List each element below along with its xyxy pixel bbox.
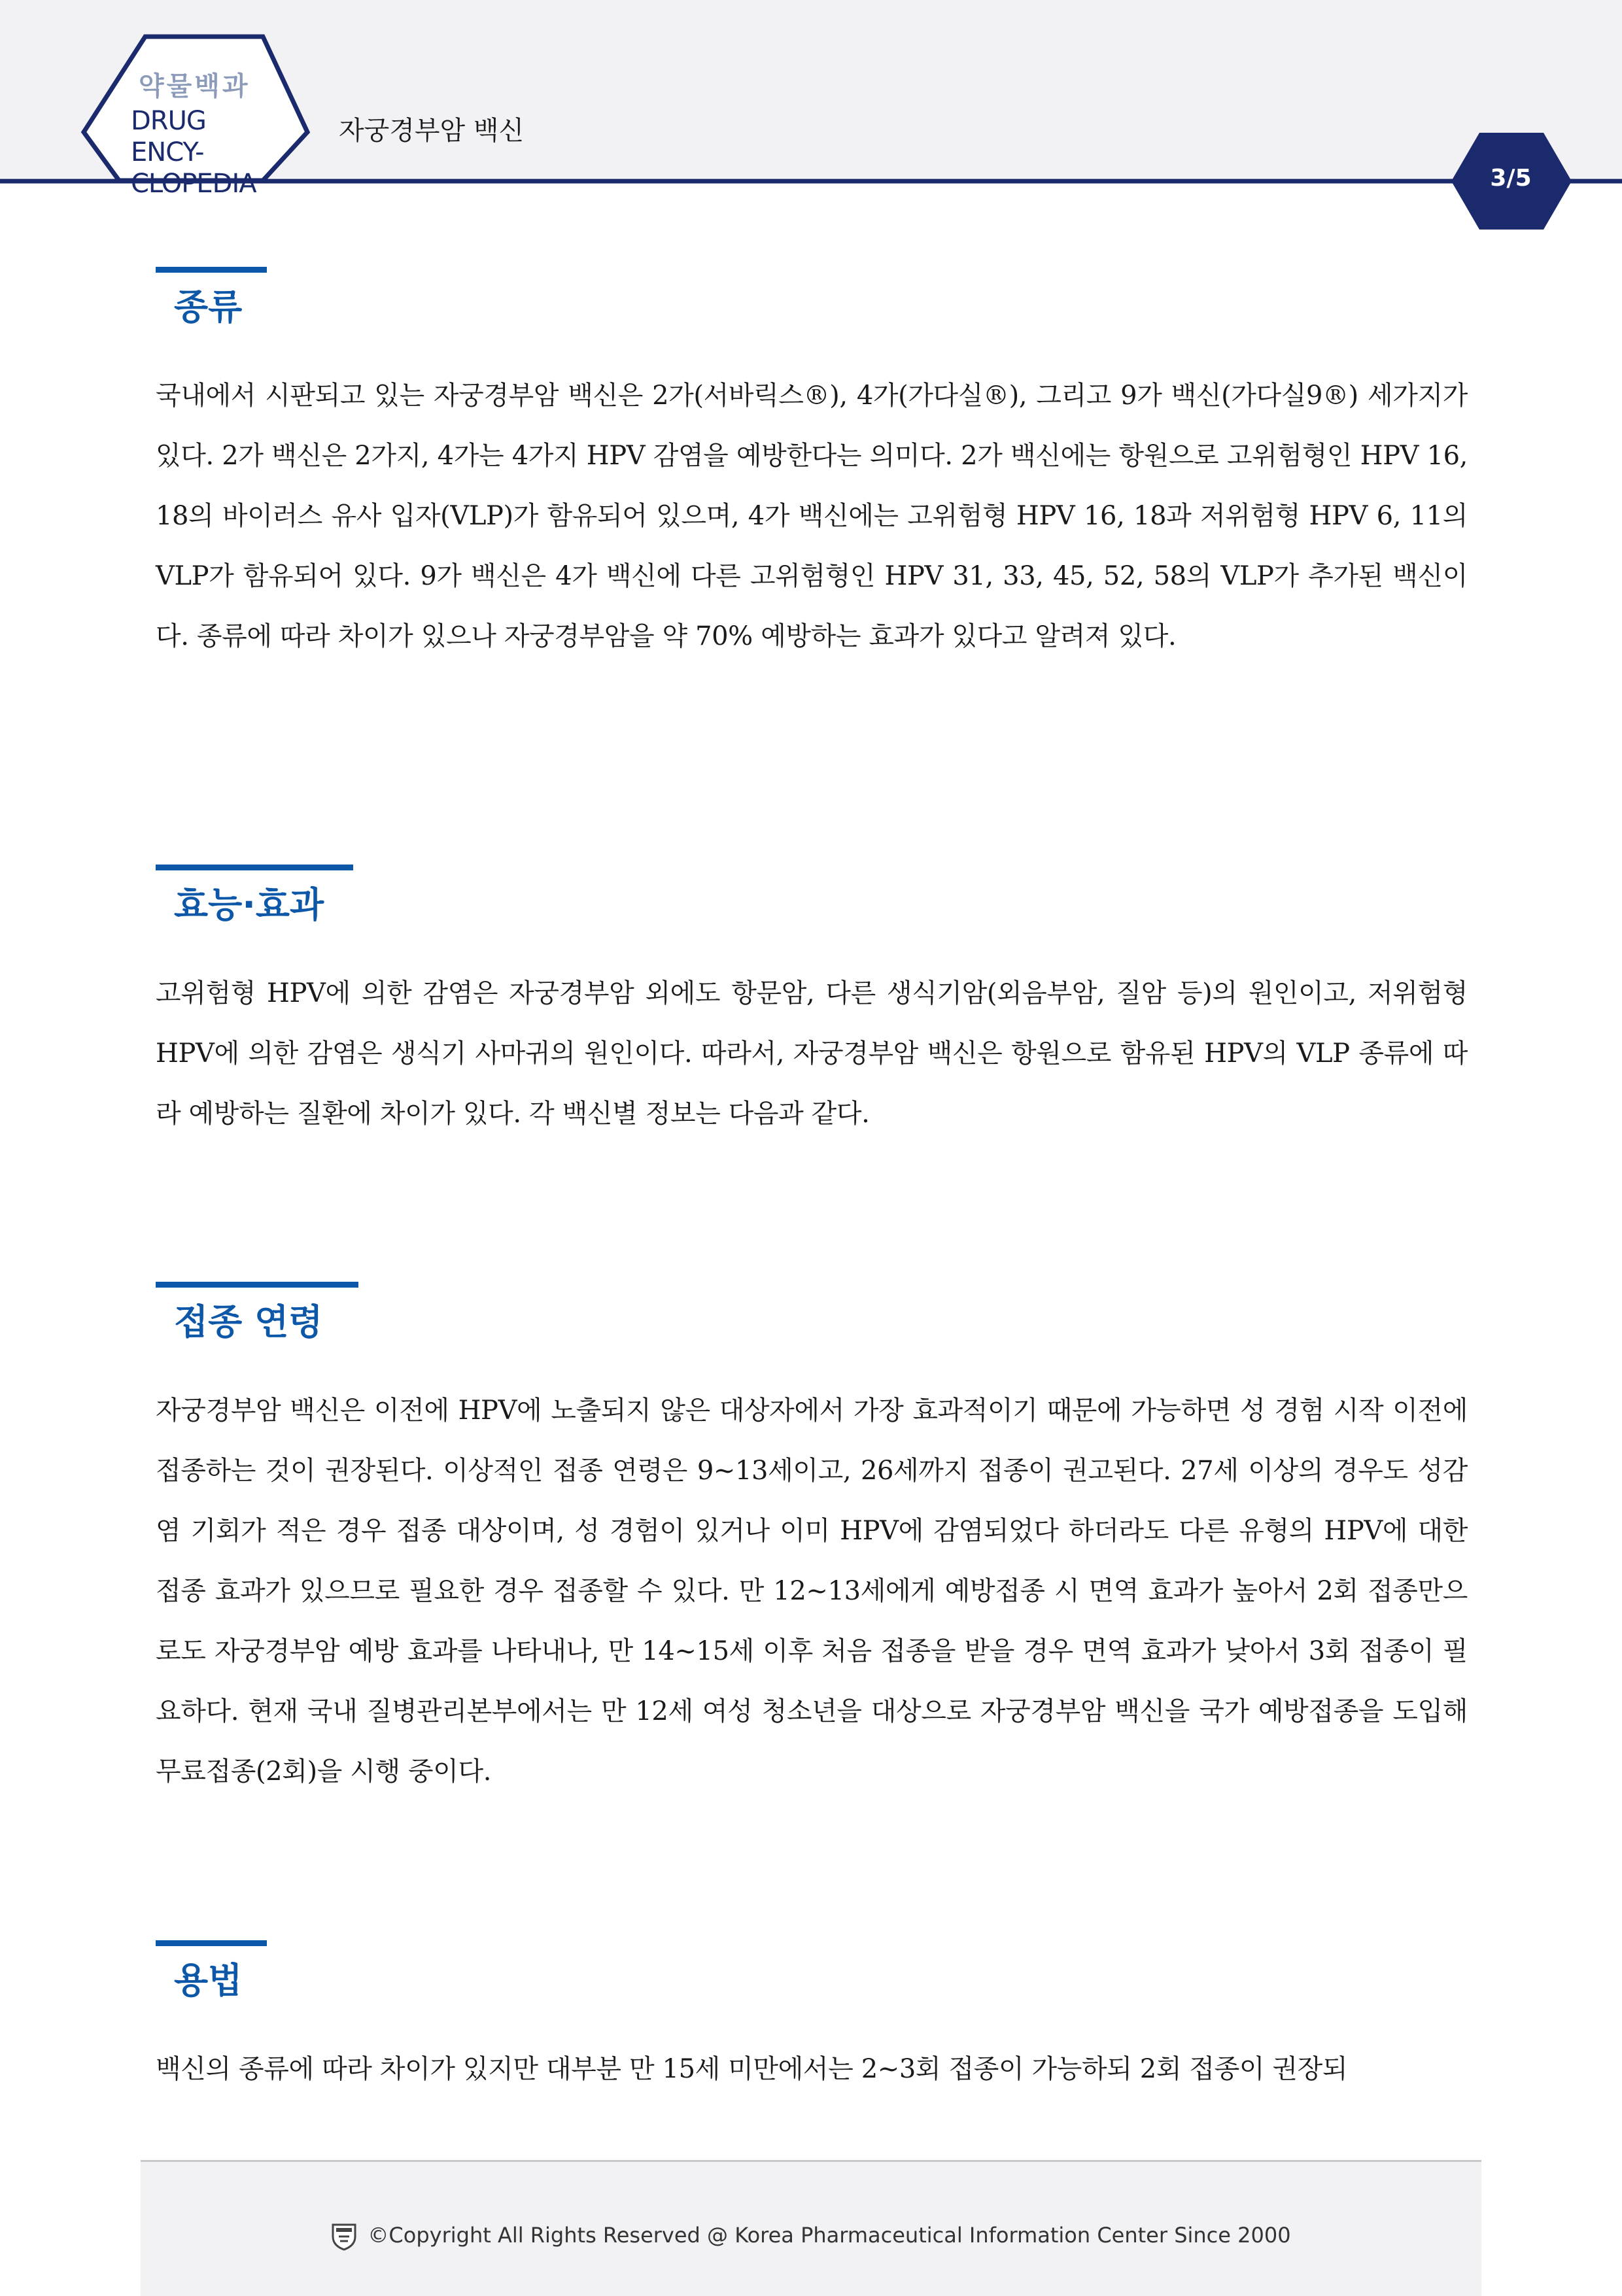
section-dosage <box>156 1940 1468 2099</box>
document-title: 자궁경부암 백신 <box>339 116 525 146</box>
section-rule <box>156 865 353 870</box>
section-title: 효능·효과 <box>174 884 324 925</box>
logo-korean: 약물백과 <box>139 71 250 101</box>
section-rule <box>156 1940 267 1946</box>
section-title: 종류 <box>174 286 243 328</box>
section-body: 고위험형 HPV에 의한 감염은 자궁경부암 외에도 항문암, 다른 생식기암(외음부암, 질암 등)의 원인이고, 저위험형 HPV에 의한 감염은 생식기 사마귀의 원인이다. 따라서, 자궁경부암 백신은 항원으로 함유된 HPV의 VLP 종류에 따라 예방하는 질환에 차이가 있다. 각 백신별 정보는 다음과 같다. <box>156 978 1468 1129</box>
page-indicator: 3/5 <box>1490 165 1532 192</box>
logo-english-line2: CLOPEDIA <box>131 169 256 199</box>
section-rule <box>156 267 267 273</box>
logo-english-line1: DRUG ENCY- <box>131 106 206 167</box>
section-vaccination-age <box>156 1282 1468 1802</box>
footer-copyright-row <box>141 2222 1481 2251</box>
section-types <box>156 267 1468 666</box>
section-body: 백신의 종류에 따라 차이가 있지만 대부분 만 15세 미만에서는 2~3회 접종이 가능하되 2회 접종이 권장되 <box>156 2054 1348 2084</box>
section-body: 국내에서 시판되고 있는 자궁경부암 백신은 2가(서바릭스®), 4가(가다실®), 그리고 9가 백신(가다실9®) 세가지가 있다. 2가 백신은 2가지, 4가는 4가지 HPV 감염을 예방한다는 의미다. 2가 백신에는 항원으로 고위험형인 HPV 16, 18의 바이러스 유사 입자(VLP)가 함유되어 있으며, 4가 백신에는 고위험형 HPV 16, 18과 저위험형 HPV 6, 11의 VLP가 함유되어 있다. 9가 백신은 4가 백신에 다른 고위험형인 HPV 31, 33, 45, 52, 58의 VLP가 추가된 백신이다. 종류에 따라 차이가 있으나 자궁경부암을 약 70% 예방하는 효과가 있다고 알려져 있다. <box>156 381 1468 651</box>
section-title: 용법 <box>174 1960 243 2001</box>
section-body: 자궁경부암 백신은 이전에 HPV에 노출되지 않은 대상자에서 가장 효과적이기 때문에 가능하면 성 경험 시작 이전에 접종하는 것이 권장된다. 이상적인 접종 연령은 9~13세이고, 26세까지 접종이 권고된다. 27세 이상의 경우도 성감염 기회가 적은 경우 접종 대상이며, 성 경험이 있거나 이미 HPV에 감염되었다 하더라도 다른 유형의 HPV에 대한 접종 효과가 있으므로 필요한 경우 접종할 수 있다. 만 12~13세에게 예방접종 시 면역 효과가 높아서 2회 접종만으로도 자궁경부암 예방 효과를 나타내나, 만 14~15세 이후 처음 접종을 받을 경우 면역 효과가 낮아서 3회 접종이 필요하다. 현재 국내 질병관리본부에서는 만 12세 여성 청소년을 대상으로 자궁경부암 백신을 국가 예방접종을 도입해 무료접종(2회)을 시행 중이다. <box>156 1396 1468 1787</box>
copyright-text: ©Copyright All Rights Reserved @ Korea Pharmaceutical Information Center Since 2000 <box>368 2223 1291 2248</box>
section-title: 접종 연령 <box>174 1301 323 1343</box>
shield-icon <box>331 2222 357 2251</box>
footer <box>141 2160 1481 2296</box>
section-rule <box>156 1282 358 1288</box>
section-efficacy <box>156 865 1468 1144</box>
logo <box>131 65 281 199</box>
